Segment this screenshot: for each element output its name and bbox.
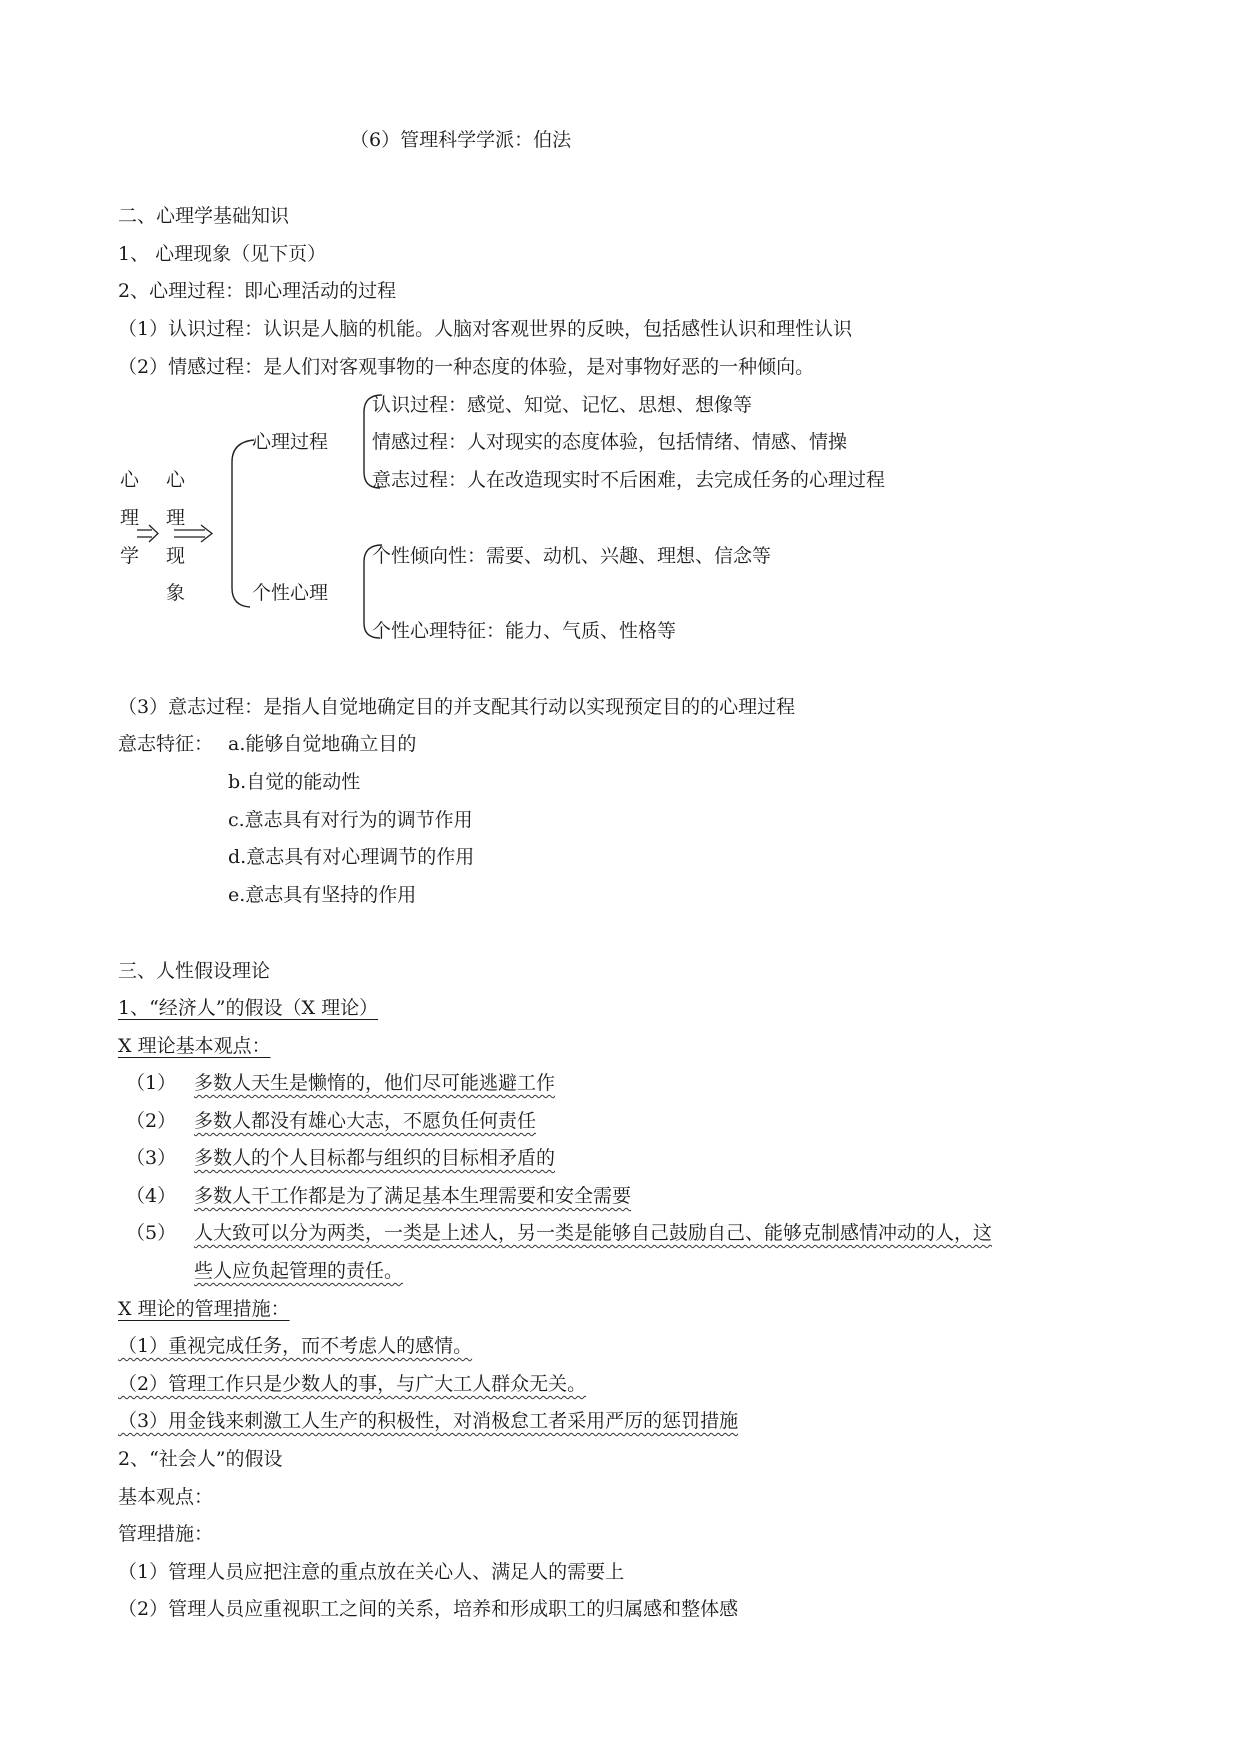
will-item-d: d.意志具有对心理调节的作用 bbox=[228, 846, 475, 868]
section2-p1: （1）认识过程：认识是人脑的机能。人脑对客观世界的反映，包括感性认识和理性认识 bbox=[118, 318, 853, 340]
will-item-c: c.意志具有对行为的调节作用 bbox=[228, 809, 473, 831]
phen-char-1: 心 bbox=[166, 469, 186, 491]
x-point-text-4: 多数人干工作都是为了满足基本生理需要和安全需要 bbox=[194, 1185, 632, 1207]
section2-p2: （2）情感过程：是人们对客观事物的一种态度的体验，是对事物好恶的一种倾向。 bbox=[118, 356, 815, 378]
x-heading: 1、“经济人”的假设（X 理论） bbox=[118, 997, 379, 1019]
header-line: （6）管理科学学派：伯法 bbox=[350, 129, 572, 151]
x-measure-2: （2）管理工作只是少数人的事，与广大工人群众无关。 bbox=[118, 1373, 587, 1395]
social-basic-label: 基本观点： bbox=[118, 1486, 214, 1508]
leaf-tendency: 个性倾向性：需要、动机、兴趣、理想、信念等 bbox=[372, 545, 772, 567]
x-measure-3: （3）用金钱来刺激工人生产的积极性，对消极怠工者采用严厉的惩罚措施 bbox=[118, 1410, 739, 1432]
will-item-e: e.意志具有坚持的作用 bbox=[228, 884, 417, 906]
leaf-cognition: 认识过程：感觉、知觉、记忆、思想、想像等 bbox=[372, 394, 753, 416]
section2-item2: 2、心理过程：即心理活动的过程 bbox=[118, 280, 397, 302]
x-point-num-1: （1） bbox=[126, 1072, 177, 1094]
will-p3: （3）意志过程：是指人自觉地确定目的并支配其行动以实现预定目的的心理过程 bbox=[118, 696, 796, 718]
x-point-text-1: 多数人天生是懒惰的，他们尽可能逃避工作 bbox=[194, 1072, 556, 1094]
big-brace bbox=[232, 440, 254, 607]
x-point-text-3: 多数人的个人目标都与组织的目标相矛盾的 bbox=[194, 1147, 556, 1169]
social-measure-1: （1）管理人员应把注意的重点放在关心人、满足人的需要上 bbox=[118, 1561, 625, 1583]
phen-char-3: 现 bbox=[166, 545, 186, 567]
x-measures-label: X 理论的管理措施： bbox=[118, 1298, 290, 1320]
x-basic-label: X 理论基本观点： bbox=[118, 1035, 271, 1057]
social-heading: 2、“社会人”的假设 bbox=[118, 1448, 283, 1470]
root-char-3: 学 bbox=[120, 545, 140, 567]
will-item-a: a.能够自觉地确立目的 bbox=[228, 733, 417, 755]
double-arrow-1 bbox=[137, 525, 158, 542]
x-point-num-3: （3） bbox=[126, 1147, 177, 1169]
social-measures-label: 管理措施： bbox=[118, 1523, 214, 1545]
leaf-emotion: 情感过程：人对现实的态度体验，包括情绪、情感、情操 bbox=[372, 431, 848, 453]
section3-title: 三、人性假设理论 bbox=[118, 960, 271, 982]
branch-mental-process: 心理过程 bbox=[252, 431, 329, 453]
social-measure-2: （2）管理人员应重视职工之间的关系，培养和形成职工的归属感和整体感 bbox=[118, 1598, 739, 1620]
will-label: 意志特征： bbox=[118, 733, 214, 755]
branch-personality: 个性心理 bbox=[252, 582, 329, 604]
leaf-will: 意志过程：人在改造现实时不后困难，去完成任务的心理过程 bbox=[372, 469, 886, 491]
phen-char-4: 象 bbox=[166, 582, 186, 604]
leaf-traits: 个性心理特征：能力、气质、性格等 bbox=[372, 620, 677, 642]
x-point-num-4: （4） bbox=[126, 1185, 177, 1207]
section2-title: 二、心理学基础知识 bbox=[118, 205, 290, 227]
phen-char-2: 理 bbox=[166, 507, 186, 529]
root-char-1: 心 bbox=[120, 469, 140, 491]
root-char-2: 理 bbox=[120, 507, 140, 529]
x-point-text-5b: 些人应负起管理的责任。 bbox=[194, 1260, 404, 1282]
section2-item1: 1、 心理现象（见下页） bbox=[118, 243, 327, 265]
x-point-text-2: 多数人都没有雄心大志，不愿负任何责任 bbox=[194, 1110, 537, 1132]
x-point-num-2: （2） bbox=[126, 1110, 177, 1132]
x-point-text-5: 人大致可以分为两类，一类是上述人，另一类是能够自己鼓励自己、能够克制感情冲动的人，这 bbox=[194, 1222, 993, 1244]
x-point-num-5: （5） bbox=[126, 1222, 177, 1244]
will-item-b: b.自觉的能动性 bbox=[228, 771, 361, 793]
x-measure-1: （1）重视完成任务，而不考虑人的感情。 bbox=[118, 1335, 473, 1357]
